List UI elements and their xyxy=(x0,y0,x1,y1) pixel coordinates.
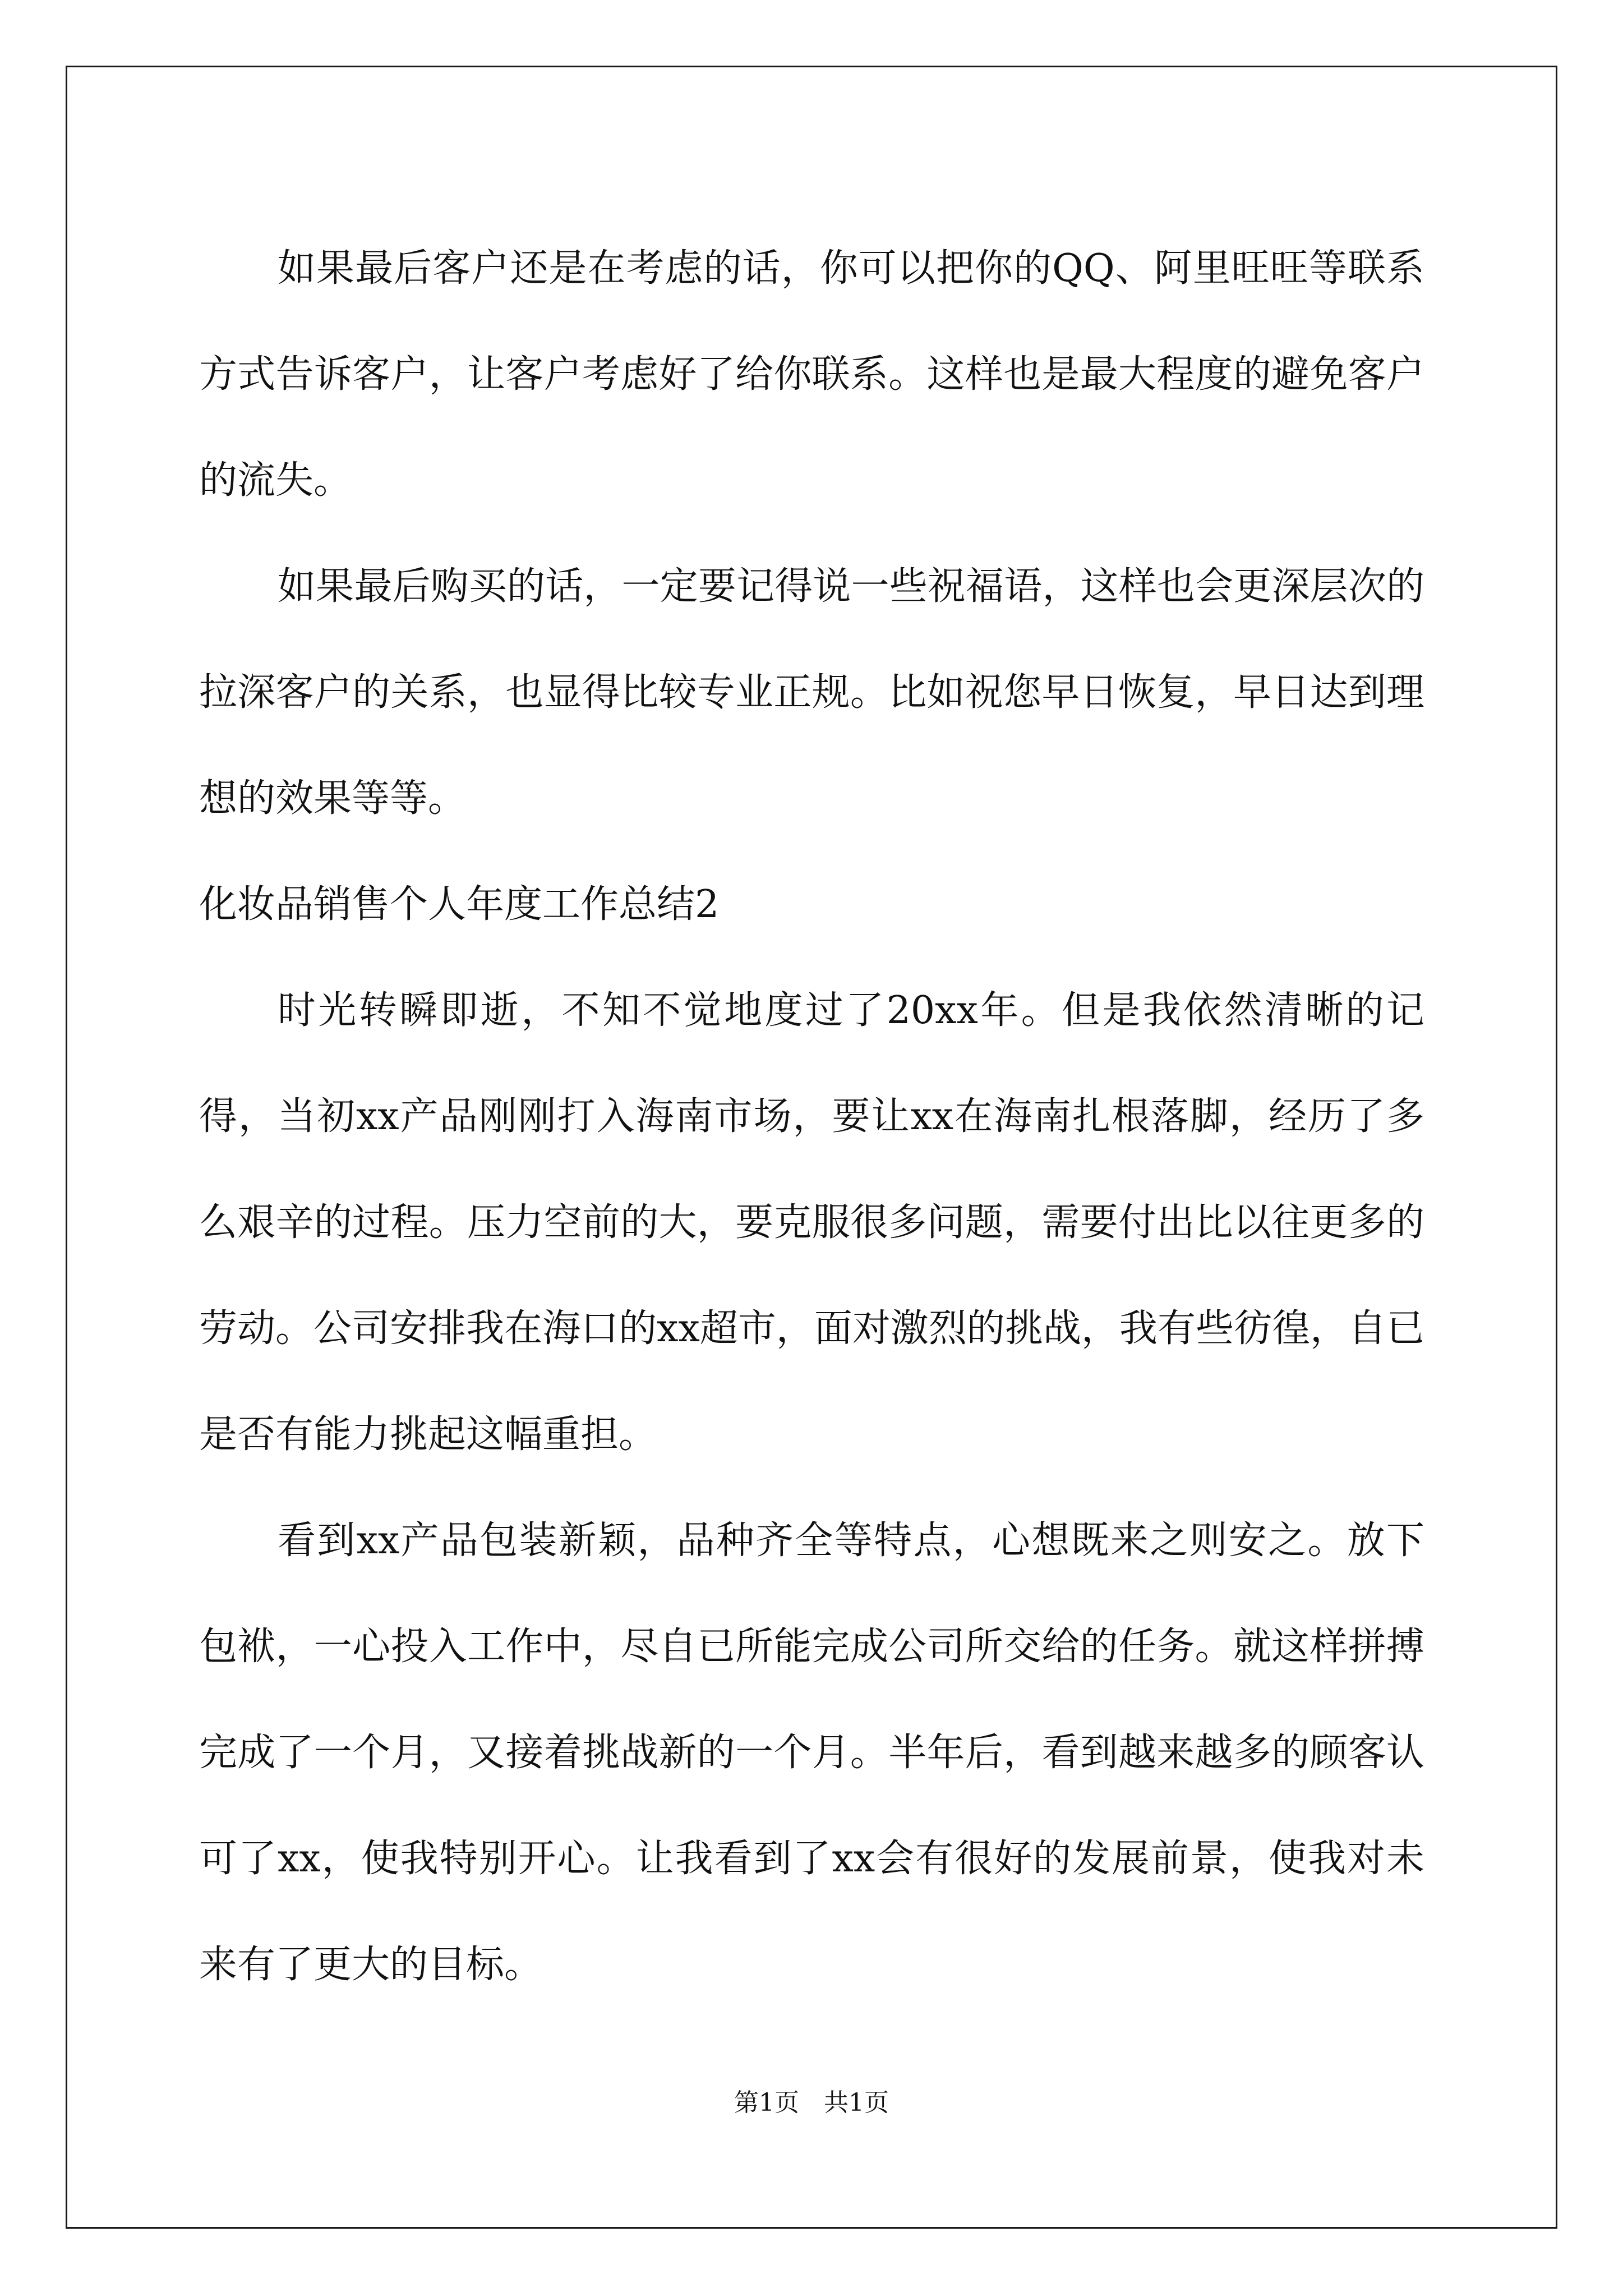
paragraph-2: 如果最后购买的话，一定要记得说一些祝福语，这样也会更深层次的拉深客户的关系，也显得比较专业正规。比如祝您早日恢复，早日达到理想的效果等等。 xyxy=(199,564,1424,821)
paragraph-1: 如果最后客户还是在考虑的话，你可以把你的QQ、阿里旺旺等联系方式告诉客户，让客户考虑好了给你联系。这样也是最大程度的避免客户的流失。 xyxy=(199,246,1424,503)
page-number: 第1页 共1页 xyxy=(734,2088,889,2117)
document-body xyxy=(199,215,1424,2018)
paragraph-4: 看到xx产品包装新颖，品种齐全等特点，心想既来之则安之。放下包袱，一心投入工作中，尽自已所能完成公司所交给的任务。就这样拼搏完成了一个月，又接着挑战新的一个月。半年后，看到越来越多的顾客认可了xx，使我特别开心。让我看到了xx会有很好的发展前景，使我对未来有了更大的目标。 xyxy=(199,1519,1424,1987)
paragraph-3: 时光转瞬即逝，不知不觉地度过了20xx年。但是我依然清晰的记得，当初xx产品刚刚打入海南市场，要让xx在海南扎根落脚，经历了多么艰辛的过程。压力空前的大，要克服很多问题，需要付出比以往更多的劳动。公司安排我在海口的xx超市，面对激烈的挑战，我有些彷徨，自已是否有能力挑起这幅重担。 xyxy=(199,988,1424,1457)
section-heading: 化妆品销售个人年度工作总结2 xyxy=(199,882,720,927)
